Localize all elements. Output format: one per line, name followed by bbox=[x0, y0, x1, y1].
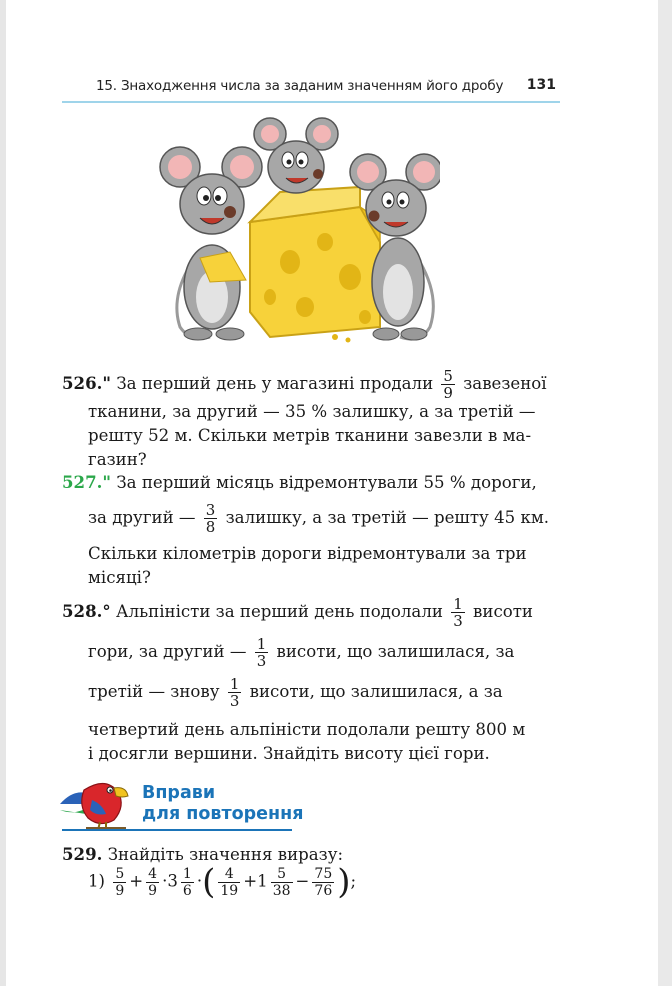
operator: + bbox=[129, 871, 144, 891]
mouse-middle bbox=[254, 118, 338, 193]
page-edge-right bbox=[658, 0, 672, 986]
page-edge-left bbox=[0, 0, 6, 986]
chapter-title: 15. Знаходження числа за заданим значенням його дробу bbox=[96, 78, 504, 94]
cheese-block bbox=[250, 187, 380, 343]
problem-text: завезеної bbox=[463, 374, 547, 393]
parrot-icon bbox=[56, 770, 140, 834]
problem-text: Знайдіть значення виразу: bbox=[107, 845, 344, 864]
problem-text: залишку, а за третій — решту 45 км. bbox=[225, 508, 550, 527]
section-title: Вправи bbox=[142, 783, 216, 803]
item-label: 1) bbox=[88, 871, 106, 891]
fraction: $\frac{4}{19}$ bbox=[220, 865, 239, 899]
whole-part: 1 bbox=[257, 871, 268, 891]
problem-text: місяці? bbox=[88, 568, 151, 587]
problem-text: висоти, що залишилася, за bbox=[276, 642, 515, 661]
problem-text: газин? bbox=[88, 450, 147, 469]
problem-text: гори, за другий — bbox=[88, 642, 247, 661]
header-rule bbox=[62, 101, 560, 103]
page-number: 131 bbox=[526, 77, 556, 93]
problem-text: за другий — bbox=[88, 508, 196, 527]
fraction: $\frac{4}{9}$ bbox=[148, 865, 158, 899]
expression-1 bbox=[88, 862, 356, 902]
operator: · bbox=[162, 871, 168, 891]
section-subtitle: для повторення bbox=[142, 804, 304, 824]
operator: + bbox=[243, 871, 258, 891]
problem-text: третій — знову bbox=[88, 682, 220, 701]
running-head bbox=[96, 74, 562, 100]
problem-text: решту 52 м. Скільки метрів тканини завезли в ма- bbox=[88, 426, 532, 445]
mice-with-cheese-illustration bbox=[150, 112, 440, 350]
problem-text: тканини, за другий — 35 % залишку, а за третій — bbox=[88, 402, 536, 421]
problem-text: і досягли вершини. Знайдіть висоту цієї гори. bbox=[88, 744, 490, 763]
fraction: $\frac{1}{6}$ bbox=[182, 865, 192, 899]
operator: · bbox=[196, 871, 203, 891]
fraction: $\frac{75}{76}$ bbox=[314, 865, 333, 899]
problem-text: Альпіністи за перший день подолали bbox=[116, 602, 443, 621]
problem-text: висоти bbox=[473, 602, 533, 621]
problem-number: 528.° bbox=[62, 601, 111, 621]
problem-text: За перший місяць відремонтували 55 % дороги, bbox=[116, 473, 537, 492]
fraction: $\frac{1}{3}$ bbox=[256, 635, 267, 670]
semicolon: ; bbox=[350, 871, 357, 891]
problem-text: висоти, що залишилася, а за bbox=[249, 682, 503, 701]
fraction: $\frac{1}{3}$ bbox=[453, 595, 463, 630]
problem-number: 526." bbox=[62, 373, 112, 393]
fraction: $\frac{5}{9}$ bbox=[443, 367, 453, 402]
problem-text: Скільки кілометрів дороги відремонтували за три bbox=[88, 544, 527, 563]
right-paren: ) bbox=[337, 862, 351, 902]
problem-text: четвертий день альпіністи подолали решту 800 м bbox=[88, 720, 526, 739]
left-paren: ( bbox=[202, 862, 216, 902]
section-rule bbox=[62, 829, 292, 831]
operator: − bbox=[295, 871, 310, 891]
problem-number: 529. bbox=[62, 844, 103, 864]
fraction: $\frac{5}{9}$ bbox=[115, 865, 125, 899]
fraction: $\frac{3}{8}$ bbox=[205, 501, 216, 536]
whole-part: 3 bbox=[167, 871, 178, 891]
mouse-left bbox=[160, 147, 262, 340]
problem-text: За перший день у магазині продали bbox=[116, 374, 434, 393]
section-header bbox=[56, 770, 306, 834]
fraction: $\frac{1}{3}$ bbox=[229, 675, 240, 710]
fraction: $\frac{5}{38}$ bbox=[272, 865, 291, 899]
problem-number: 527." bbox=[62, 472, 112, 492]
